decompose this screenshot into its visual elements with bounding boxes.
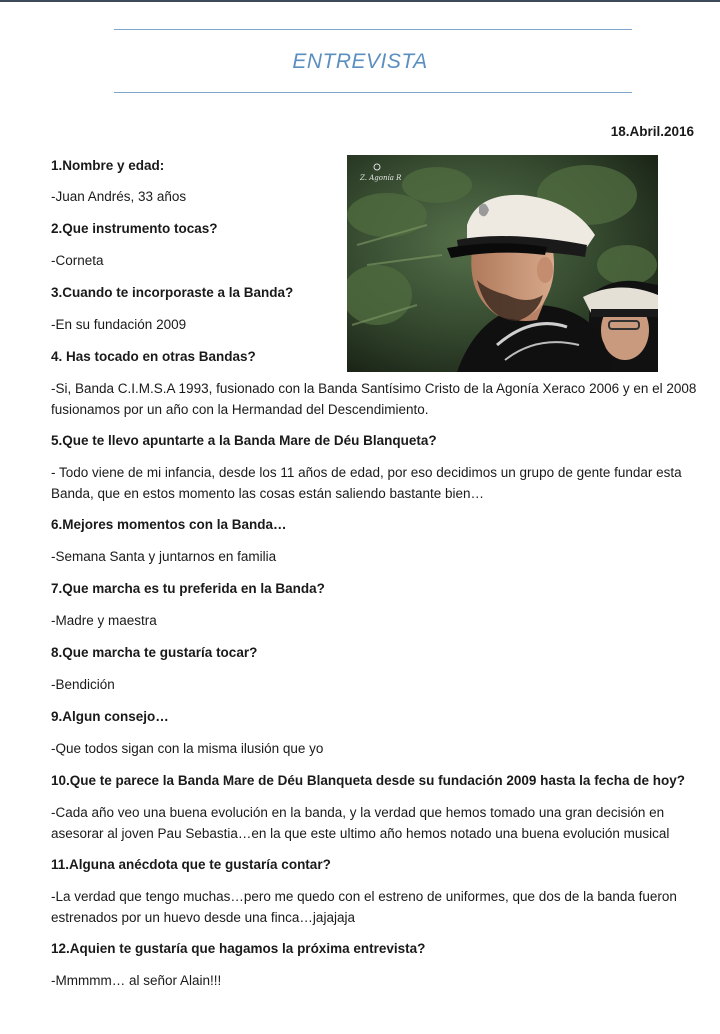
answer-11: -La verdad que tengo muchas…pero me quedo con el estreno de uniformes, que dos de la banda fueron estrenados por un huevo desde una finca…jajajaja xyxy=(51,889,677,925)
question-8: 8.Que marcha te gustaría tocar? xyxy=(51,645,258,660)
question-4: 4. Has tocado en otras Bandas? xyxy=(51,349,256,364)
answer-4: -Si, Banda C.I.M.S.A 1993, fusionado con la Banda Santísimo Cristo de la Agonía Xeraco 2006 y en el 2008 fusionamos por un año con la Hermandad del Descendimiento. xyxy=(51,381,697,417)
photo-watermark: Z. Agonía R xyxy=(360,174,402,182)
question-7: 7.Que marcha es tu preferida en la Banda? xyxy=(51,581,325,596)
answer-6: -Semana Santa y juntarnos en familia xyxy=(51,549,277,564)
question-9: 9.Algun consejo… xyxy=(51,709,169,724)
question-12: 12.Aquien te gustaría que hagamos la próxima entrevista? xyxy=(51,941,426,956)
answer-7: -Madre y maestra xyxy=(51,613,157,628)
question-11: 11.Alguna anécdota que te gustaría contar? xyxy=(51,857,331,872)
answer-5: - Todo viene de mi infancia, desde los 11 años de edad, por eso decidimos un grupo de gente fundar esta Banda, que en estos momento las cosas están saliendo bastante bien… xyxy=(51,465,682,501)
title-rule-top xyxy=(114,29,632,30)
answer-1: -Juan Andrés, 33 años xyxy=(51,189,187,204)
answer-2: -Corneta xyxy=(51,253,104,268)
title-rule-bottom xyxy=(114,92,632,93)
question-10: 10.Que te parece la Banda Mare de Déu Blanqueta desde su fundación 2009 hasta la fecha de hoy? xyxy=(51,773,685,788)
top-border xyxy=(0,0,720,2)
answer-12: -Mmmmm… al señor Alain!!! xyxy=(51,973,222,988)
page-title: ENTREVISTA xyxy=(292,50,428,73)
question-6: 6.Mejores momentos con la Banda… xyxy=(51,517,287,532)
answer-8: -Bendición xyxy=(51,677,115,692)
question-3: 3.Cuando te incorporaste a la Banda? xyxy=(51,285,294,300)
interviewee-photo xyxy=(347,155,658,372)
question-5: 5.Que te llevo apuntarte a la Banda Mare de Déu Blanqueta? xyxy=(51,433,437,448)
question-2: 2.Que instrumento tocas? xyxy=(51,221,218,236)
question-1: 1.Nombre y edad: xyxy=(51,158,165,173)
answer-10: -Cada año veo una buena evolución en la banda, y la verdad que hemos tomado una gran decisión en asesorar al joven Pau Sebastia…en la que este ultimo año hemos notado una buena evolución musical xyxy=(51,805,670,841)
answer-3: -En su fundación 2009 xyxy=(51,317,187,332)
interview-date: 18.Abril.2016 xyxy=(610,124,694,139)
answer-9: -Que todos sigan con la misma ilusión que yo xyxy=(51,741,324,756)
